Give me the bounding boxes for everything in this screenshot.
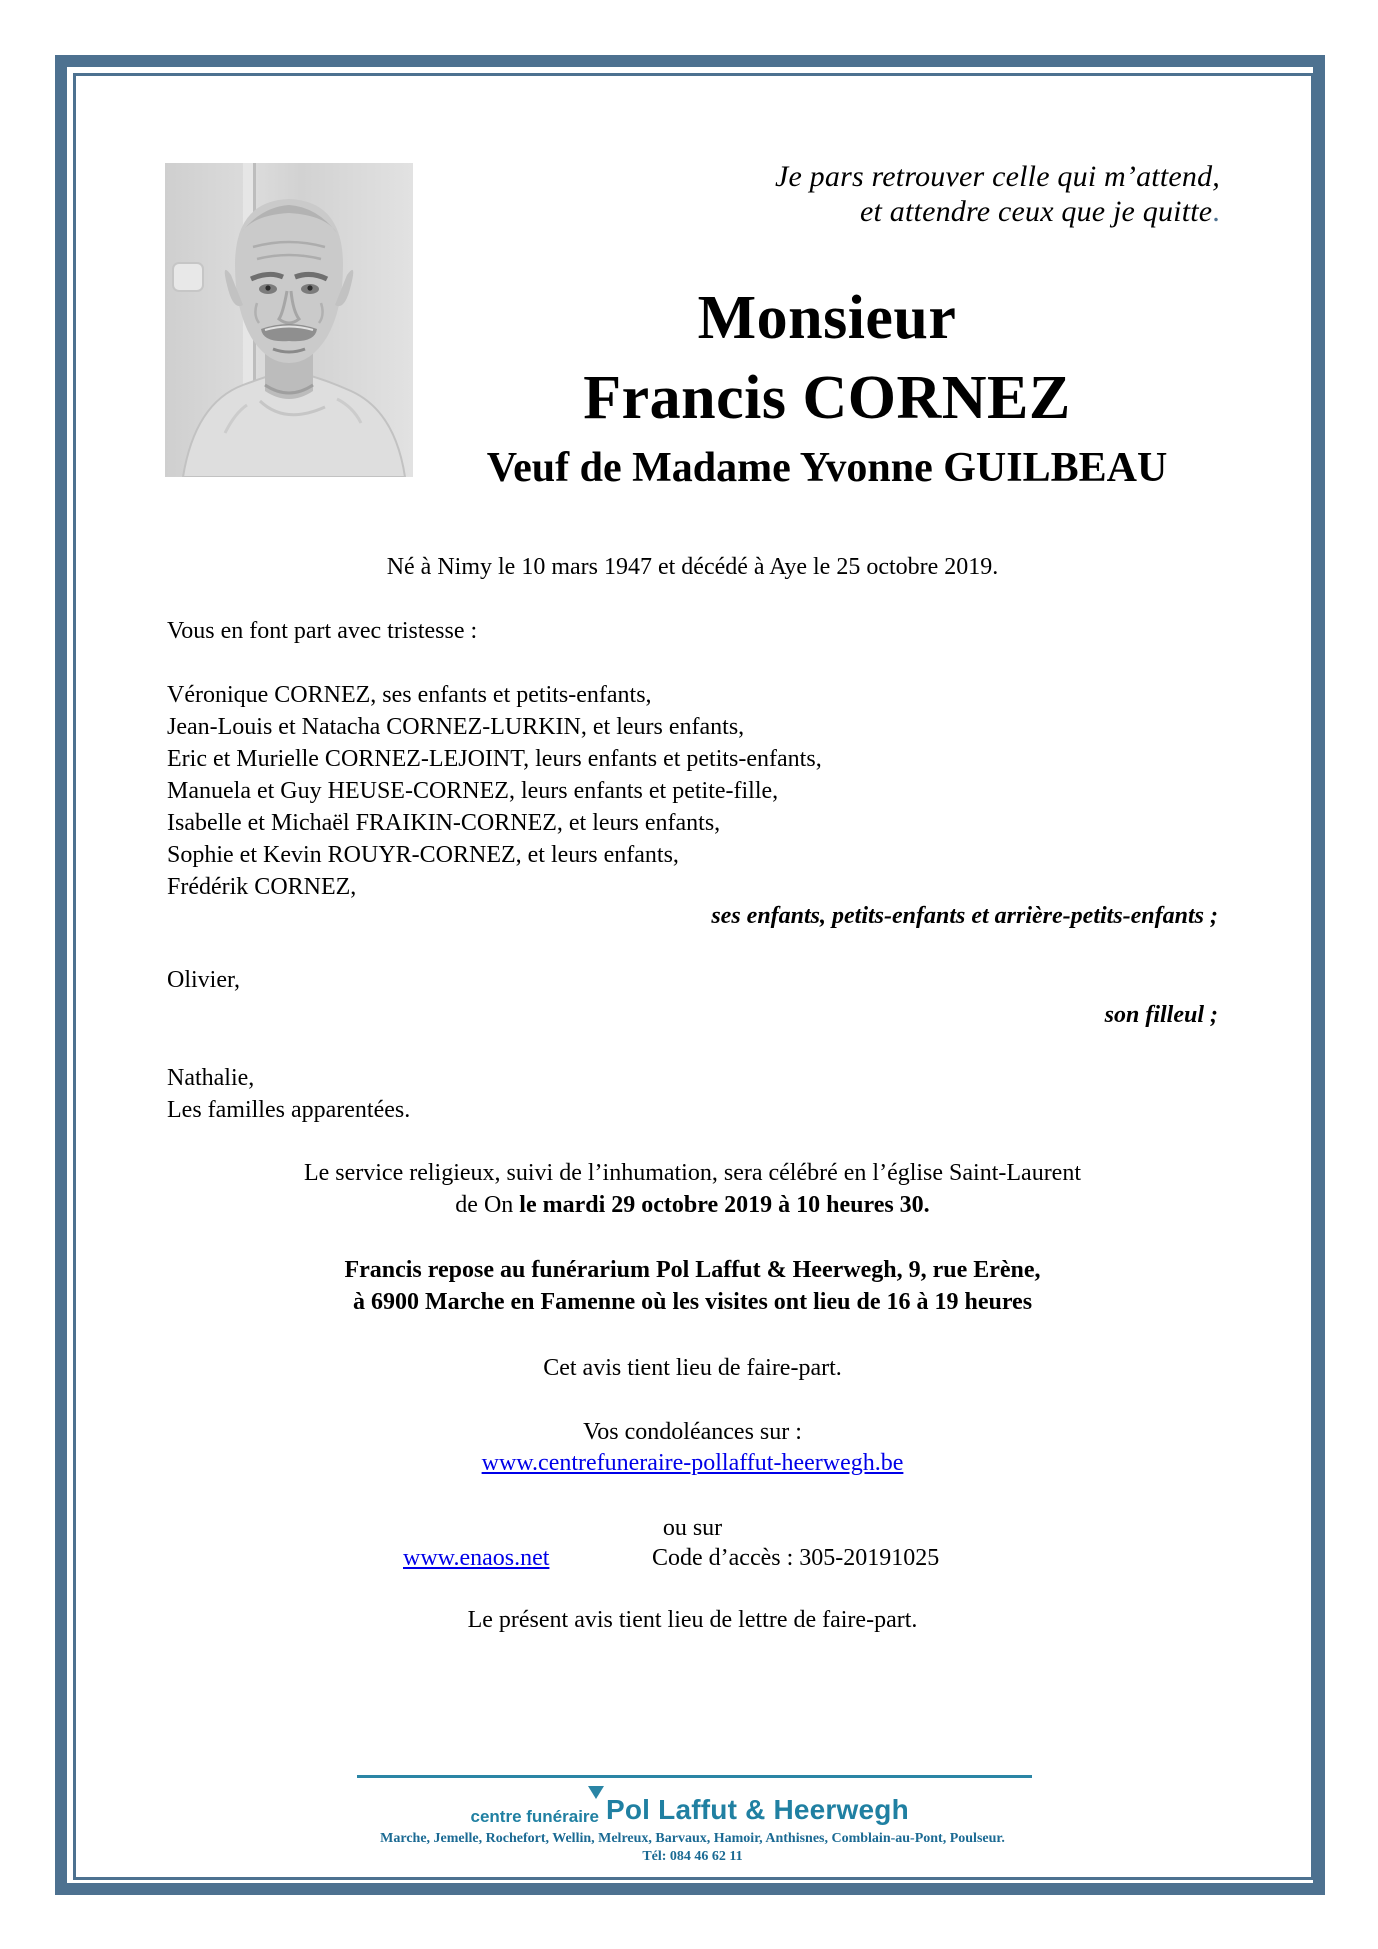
descendants-note: ses enfants, petits-enfants et arrière-petits-enfants ;	[711, 903, 1218, 929]
widower-subtitle: Veuf de Madame Yvonne GUILBEAU	[486, 445, 1168, 491]
brand-prefix: centre funéraire	[470, 1807, 599, 1826]
family-line: Véronique CORNEZ, ses enfants et petits-enfants,	[167, 682, 652, 708]
notice-faire-part: Cet avis tient lieu de faire-part.	[543, 1355, 842, 1381]
related-families-line: Les familles apparentées.	[167, 1097, 411, 1123]
service-date-time: le mardi 29 octobre 2019 à 10 heures 30.	[519, 1192, 930, 1218]
other-name: Nathalie,	[167, 1065, 255, 1091]
family-line: Sophie et Kevin ROUYR-CORNEZ, et leurs enfants,	[167, 842, 679, 868]
family-line: Frédérik CORNEZ,	[167, 874, 357, 900]
portrait-photo-graphic	[165, 163, 413, 477]
or-label: ou sur	[662, 1515, 723, 1541]
godson-name: Olivier,	[167, 967, 241, 993]
quote-period: .	[1212, 195, 1220, 228]
access-code: Code d’accès : 305-20191025	[652, 1545, 940, 1571]
brand-triangle-icon	[588, 1786, 604, 1799]
godson-role: son filleul ;	[1104, 1002, 1218, 1028]
memorial-quote	[775, 159, 1220, 229]
footer-divider-line	[357, 1775, 1032, 1778]
portrait-photo	[165, 163, 413, 477]
enaos-link[interactable]: www.enaos.net	[403, 1545, 550, 1571]
footer-phone: Tél: 084 46 62 11	[642, 1849, 743, 1864]
enaos-row	[167, 1542, 1218, 1574]
birth-death-line: Né à Nimy le 10 mars 1947 et décédé à Aye le 25 octobre 2019.	[386, 554, 999, 580]
repose-line-1: Francis repose au funérarium Pol Laffut & Heerwegh, 9, rue Erène,	[344, 1257, 1041, 1283]
condolences-link-line	[167, 1447, 1218, 1479]
civility-title: Monsieur	[697, 284, 957, 352]
family-line: Manuela et Guy HEUSE-CORNEZ, leurs enfants et petite-fille,	[167, 778, 779, 804]
quote-line-2: et attendre ceux que je quitte.	[860, 195, 1220, 228]
notice-lettre-faire-part: Le présent avis tient lieu de lettre de faire-part.	[467, 1607, 918, 1633]
service-location-prefix: de On	[455, 1192, 520, 1218]
family-line: Eric et Murielle CORNEZ-LEJOINT, leurs enfants et petits-enfants,	[167, 746, 822, 772]
footer-cities: Marche, Jemelle, Rochefort, Wellin, Melreux, Barvaux, Hamoir, Anthisnes, Comblain-au-Pont, Poulseur.	[380, 1831, 1005, 1846]
family-line: Jean-Louis et Natacha CORNEZ-LURKIN, et leurs enfants,	[167, 714, 745, 740]
intro-line: Vous en font part avec tristesse :	[167, 618, 478, 644]
deceased-heading	[412, 278, 1242, 496]
deceased-name: Francis CORNEZ	[583, 364, 1071, 432]
service-line-2	[167, 1189, 1218, 1221]
repose-line-2: à 6900 Marche en Famenne où les visites ont lieu de 16 à 19 heures	[352, 1289, 1033, 1315]
quote-line-1: Je pars retrouver celle qui m’attend,	[774, 160, 1220, 193]
family-line: Isabelle et Michaël FRAIKIN-CORNEZ, et leurs enfants,	[167, 810, 721, 836]
brand-name: Pol Laffut & Heerwegh	[606, 1794, 909, 1825]
condolences-website-link[interactable]: www.centrefuneraire-pollaffut-heerwegh.be	[481, 1450, 904, 1476]
condolences-label: Vos condoléances sur :	[583, 1419, 802, 1445]
service-line-1: Le service religieux, suivi de l’inhumation, sera célébré en l’église Saint-Laurent	[303, 1160, 1082, 1186]
